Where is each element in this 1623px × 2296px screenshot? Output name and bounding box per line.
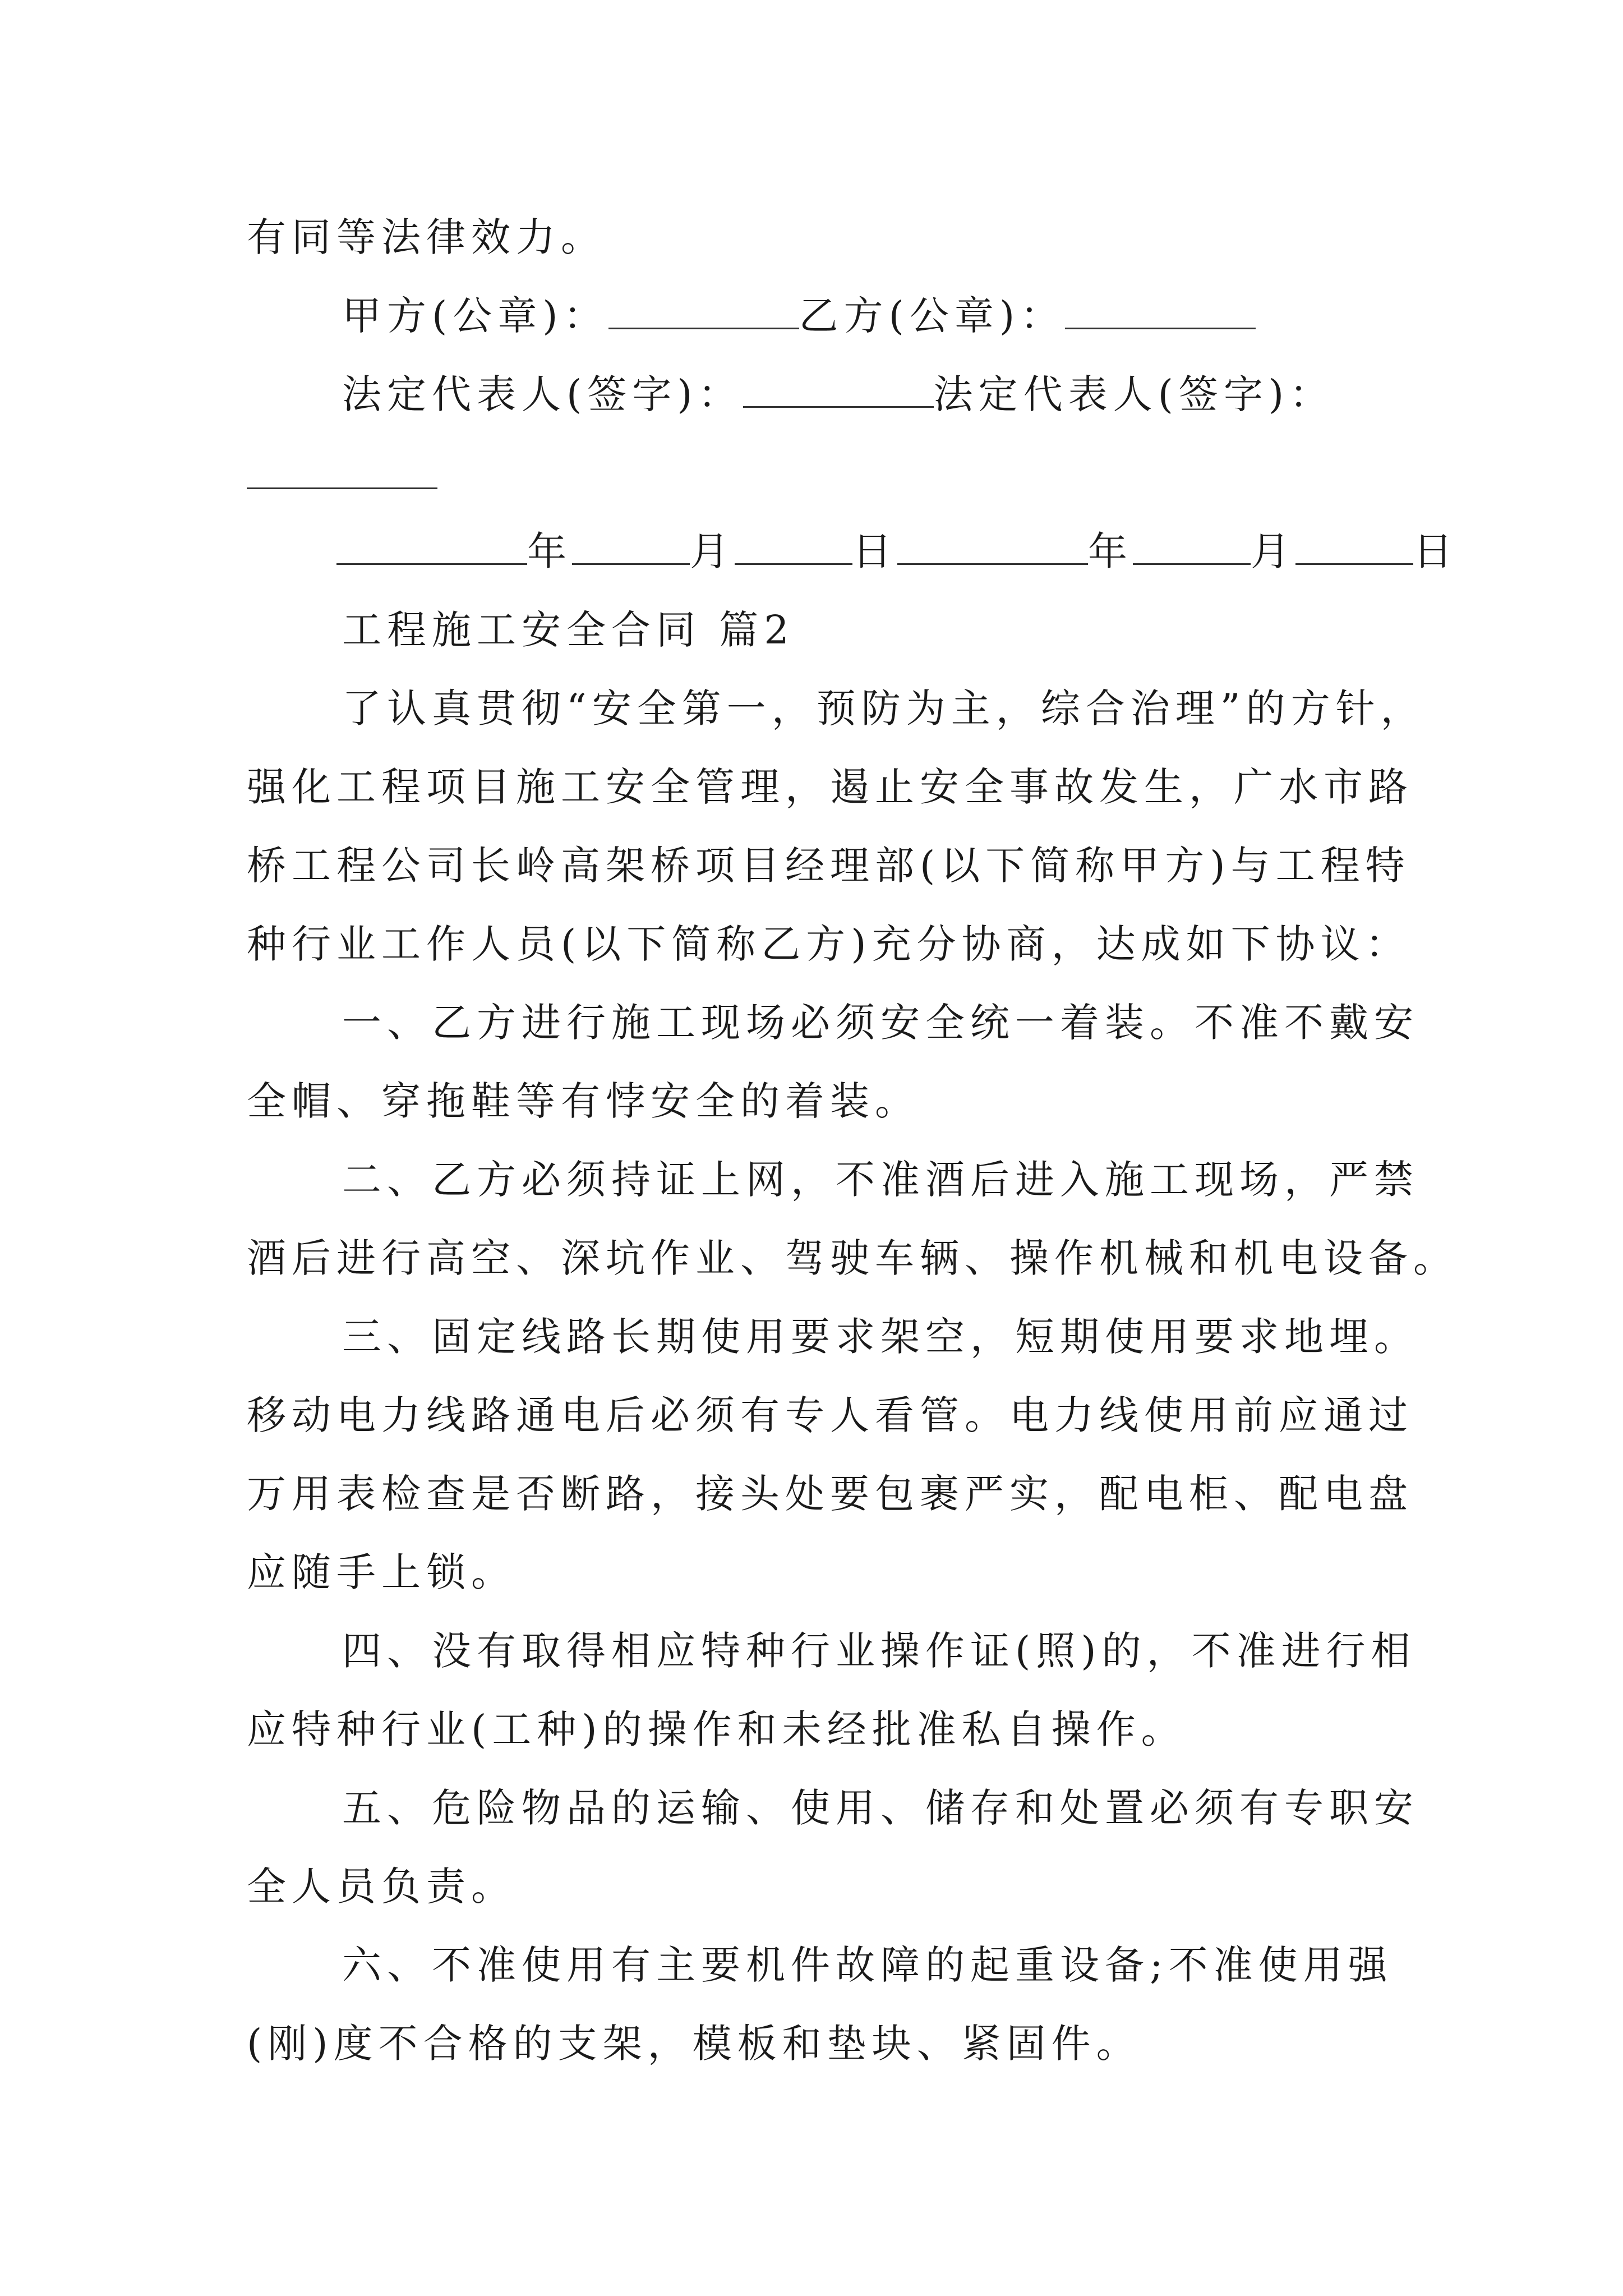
year-b-label: 年 [1088,528,1133,574]
paragraph-line: 移动电力线路通电后必须有专人看管。电力线使用前应通过 [247,1392,1413,1438]
paragraph-line: 万用表检查是否断路，接头处要包裹严实，配电柜、配电盘 [247,1471,1413,1517]
paragraph-line: 四、没有取得相应特种行业操作证(照)的，不准进行相 [342,1628,1416,1674]
legal-rep-a-label: 法定代表人(签字)： [342,371,743,417]
paragraph-line: 强化工程项目施工安全管理，遏止安全事故发生，广水市路 [247,764,1413,810]
paragraph-line: 种行业工作人员(以下简称乙方)充分协商，达成如下协议： [247,921,1410,967]
paragraph-line: 一、乙方进行施工现场必须安全统一着装。不准不戴安 [342,1000,1419,1046]
paragraph-line: 六、不准使用有主要机件故障的起重设备;不准使用强 [342,1942,1393,1988]
party-b-seal-blank [1065,295,1256,329]
party-a-seal-label: 甲方(公章)： [342,293,608,339]
paragraph-line: 五、危险物品的运输、使用、储存和处置必须有专职安 [342,1785,1419,1831]
month-b-blank [1133,531,1251,565]
previous-section-tail: 有同等法律效力。 [247,214,606,260]
section-title: 工程施工安全合同 篇2 [342,607,795,653]
paragraph-line: 桥工程公司长岭高架桥项目经理部(以下简称甲方)与工程特 [247,843,1410,889]
paragraph-line: 酒后进行高空、深坑作业、驾驶车辆、操作机械和机电设备。 [247,1235,1458,1281]
day-b-label: 日 [1413,528,1458,574]
month-a-blank [572,531,690,565]
year-b-blank [897,531,1088,565]
legal-rep-b-blank [247,455,437,489]
day-a-blank [735,531,852,565]
year-a-blank [336,531,527,565]
signature-row-seal [342,289,1256,343]
party-b-seal-label: 乙方(公章)： [799,293,1066,339]
paragraph-line: (刚)度不合格的支架，模板和垫块、紧固件。 [247,2021,1141,2067]
month-b-label: 月 [1251,528,1295,574]
legal-rep-b-label: 法定代表人(签字)： [933,371,1335,417]
legal-rep-b-blank-row [247,449,437,503]
legal-rep-a-blank [743,374,934,408]
paragraph-line: 应随手上锁。 [247,1549,516,1595]
paragraph-line: 二、乙方必须持证上网，不准酒后进入施工现场，严禁 [342,1157,1419,1203]
month-a-label: 月 [690,528,735,574]
paragraph-line: 全人员负责。 [247,1864,516,1910]
paragraph-line: 应特种行业(工种)的操作和未经批准私自操作。 [247,1706,1186,1752]
signature-row-legal-rep [342,367,1334,421]
day-a-label: 日 [852,528,897,574]
paragraph-line: 了认真贯彻“安全第一，预防为主，综合治理”的方针， [342,685,1426,731]
paragraph-line: 全帽、穿拖鞋等有悖安全的着装。 [247,1078,920,1124]
date-row [336,524,1458,578]
paragraph-line: 三、固定线路长期使用要求架空，短期使用要求地埋。 [342,1314,1419,1360]
year-a-label: 年 [527,528,572,574]
party-a-seal-blank [608,295,799,329]
day-b-blank [1295,531,1413,565]
